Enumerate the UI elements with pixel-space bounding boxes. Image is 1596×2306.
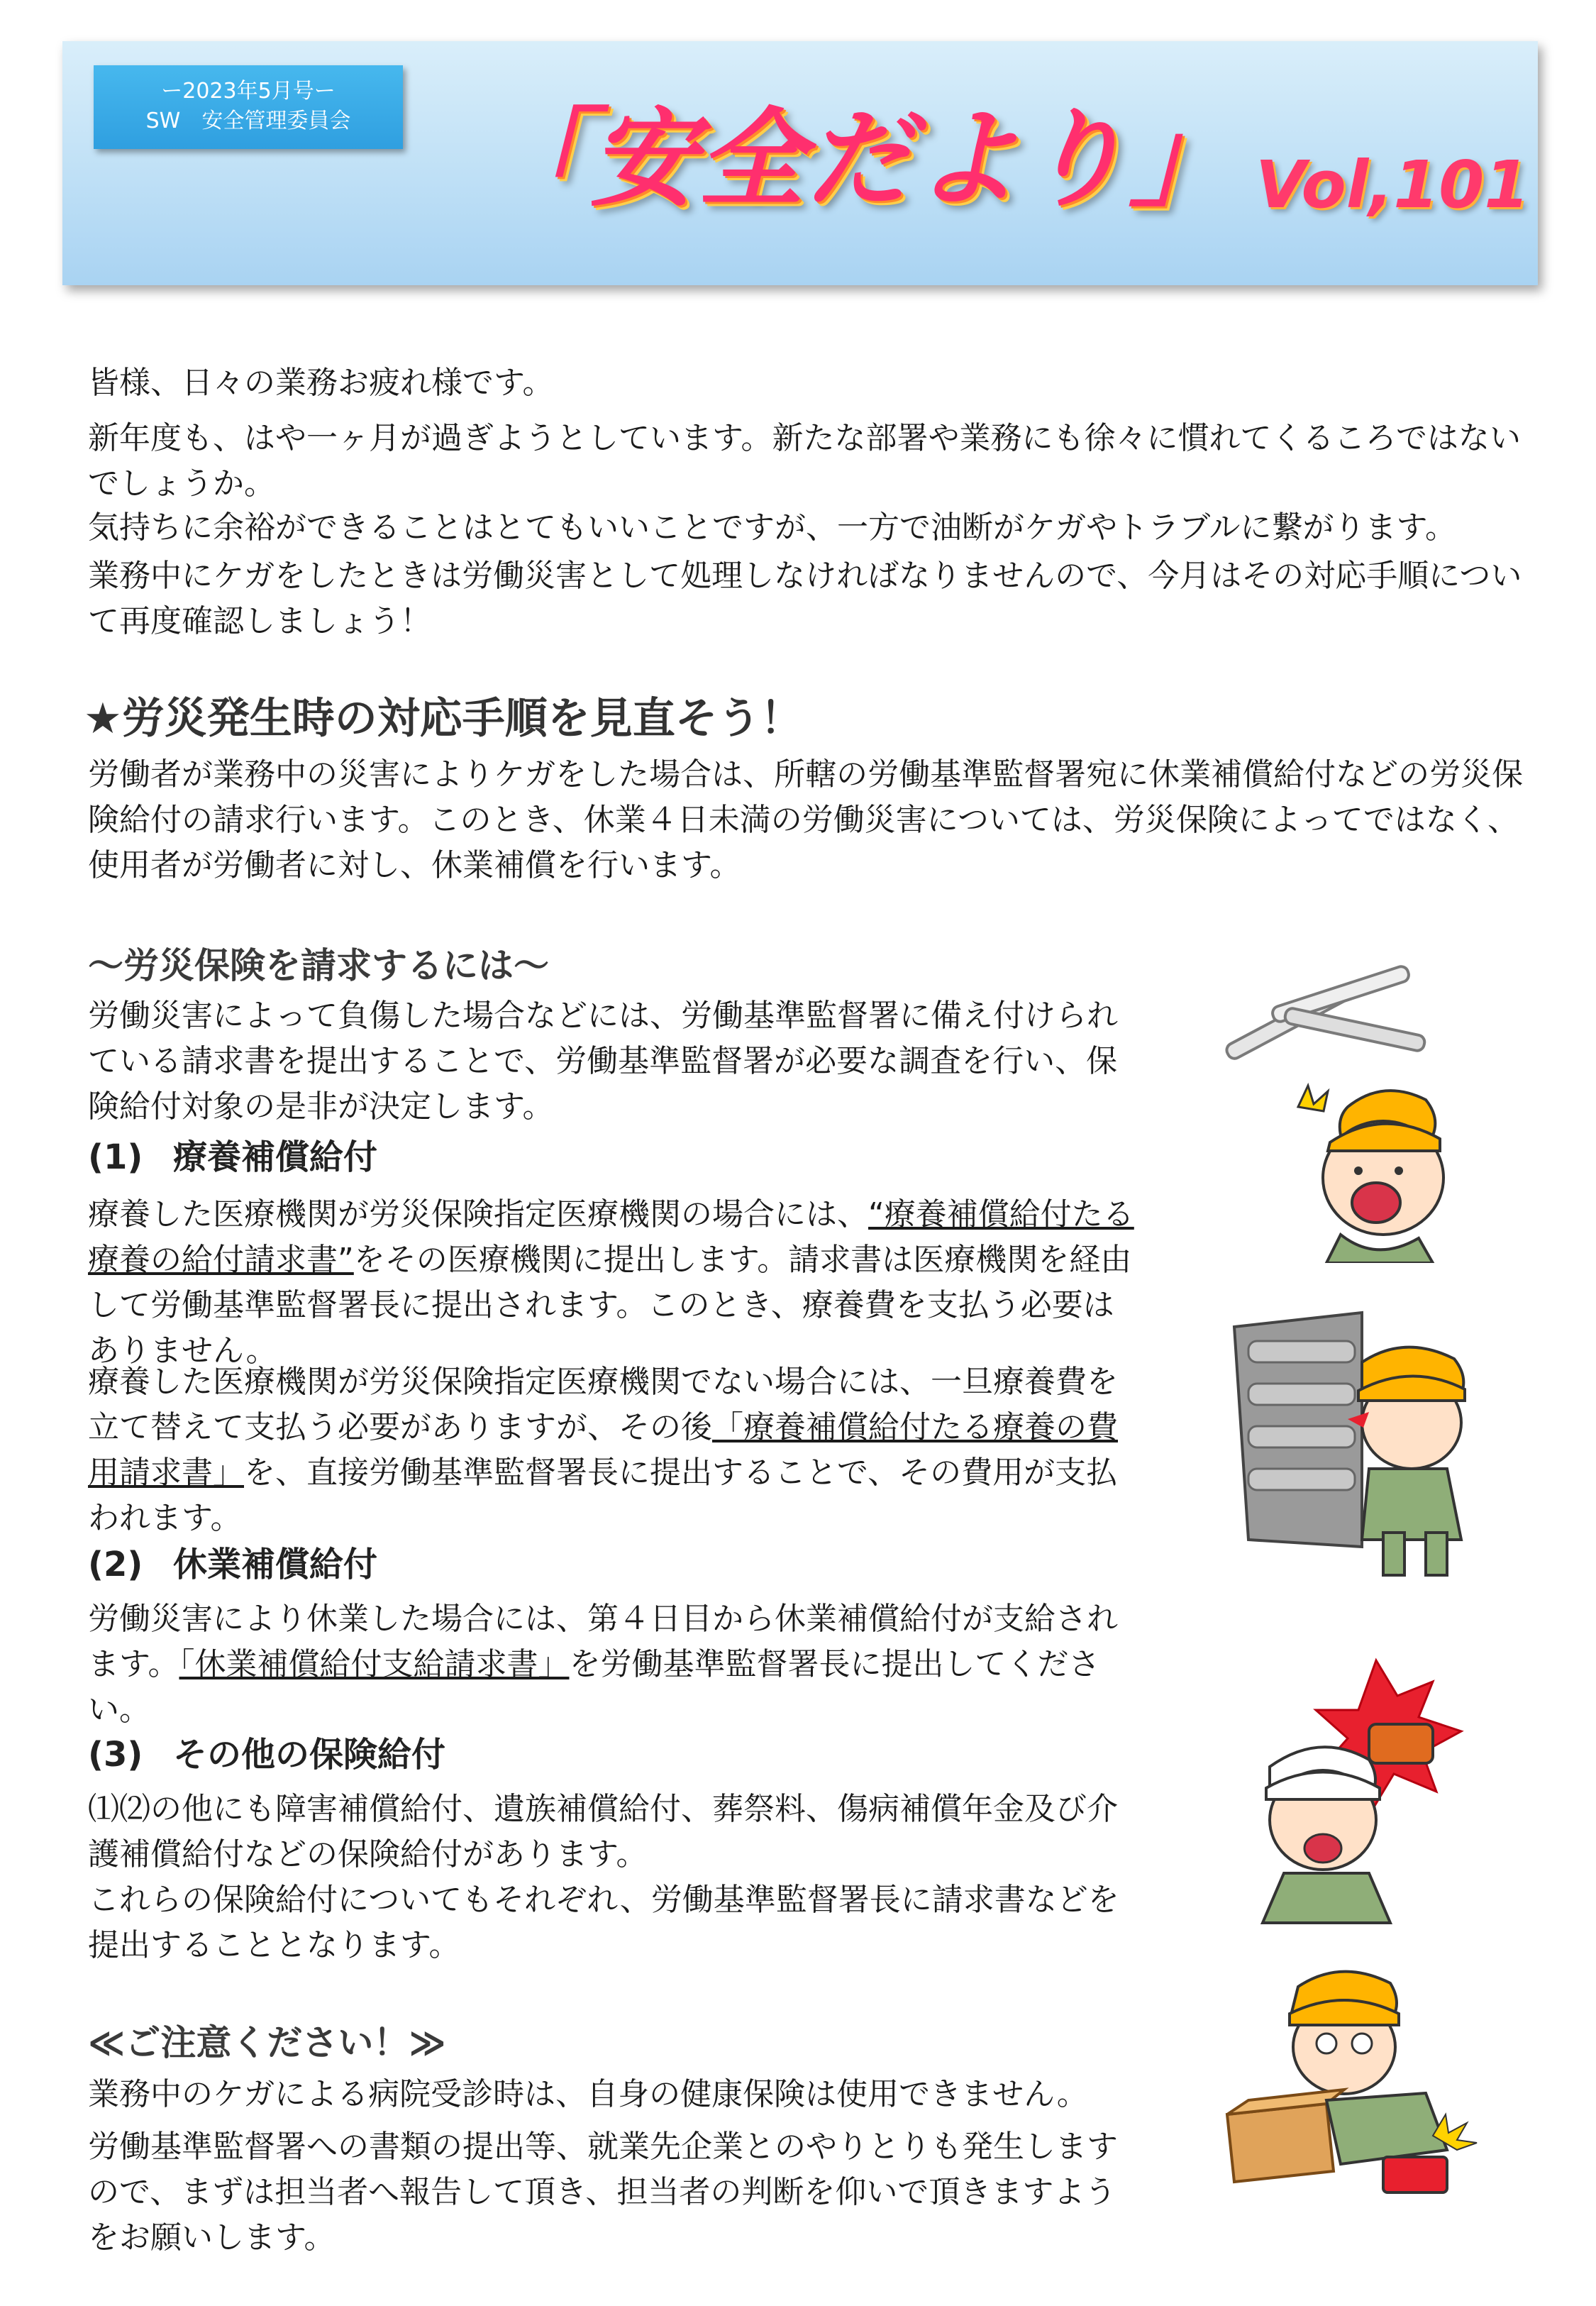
committee-name: SW 安全管理委員会 [145,109,351,133]
item2-title: 休業補償給付 [173,1545,378,1584]
intro-paragraph-4: 業務中にケガをしたときは労働災害として処理しなければなりませんので、今月はその対応手順について再度確認しましょう！ [88,558,1522,639]
item3-number: (3) [88,1735,143,1775]
illustration-falling-pipes-worker [1206,965,1475,1263]
item1-title: 療養補償給付 [173,1137,378,1177]
item1-paragraph-2: 療養した医療機関が労災保険指定医療機関でない場合には、一旦療養費を立て替えて支払う必要がありますが、その後「療養補償給付たる療養の費用請求書」を、直接労働基準監督署長に提出することで、その費用が支払われます。 [88,1364,1118,1536]
issue-label-box [94,65,403,149]
section-procedure-body: 労働者が業務中の災害によりケガをした場合は、所轄の労働基準監督署宛に休業補償給付などの労災保険給付の請求行います。このとき、休業４日未満の労働災害については、労災保険によってではなく、使用者が労働者に対し、休業補償を行います。 [88,756,1524,883]
volume-number: Vol,101 [1256,147,1530,223]
item3-title: その他の保険給付 [173,1735,446,1775]
notice-paragraph-1: 業務中のケガによる病院受診時は、自身の健康保険は使用できません。 [88,2076,1088,2112]
item3-paragraph-2: これらの保険給付についてもそれぞれ、労働基準監督署長に請求書などを提出することとなります。 [88,1882,1119,1963]
issue-date: ー2023年5月号ー [161,79,336,104]
newsletter-title: 「安全だより」 [482,98,1238,221]
illustration-hook-strike-worker [1227,1646,1490,1937]
claim-intro-body: 労働災害によって負傷した場合などには、労働基準監督署に備え付けられている請求書を提出することで、労働基準監督署が必要な調査を行い、保険給付対象の是非が決定します。 [88,998,1118,1125]
item1-number: (1) [88,1137,143,1177]
item2-paragraph: 労働災害により休業した場合には、第４日目から休業補償給付が支給されます。「休業補償給付支給請求書」を労働基準監督署長に提出してください。 [88,1601,1118,1728]
form-link-medical-benefit-request[interactable]: “療養補償給付たる療養の給付請求書” [88,1196,1134,1278]
notice-heading: ≪ご注意ください！≫ [88,2022,446,2063]
intro-greeting: 皆様、日々の業務お疲れ様です。 [88,365,554,401]
intro-paragraph-3: 気持ちに余裕ができることはとてもいいことですが、一方で油断がケガやトラブルに繋がります。 [88,509,1456,546]
section-heading-procedure: ★労災発生時の対応手順を見直そう！ [84,694,803,744]
item3-heading [88,1733,445,1777]
form-link-medical-expense-request[interactable]: 「療養補償給付たる療養の費用請求書」 [88,1409,1118,1491]
item1-heading [88,1135,377,1179]
illustration-collapsing-shelf-worker [1220,1306,1490,1582]
section-heading-claim: ～労災保険を請求するには～ [88,945,549,986]
item2-number: (2) [88,1545,143,1584]
item1-paragraph-1: 療養した医療機関が労災保険指定医療機関の場合には、“療養補償給付たる療養の給付請求書”をその医療機関に提出します。請求書は医療機関を経由して労働基準監督署長に提出されます。このとき、療養費を支払う必要はありません。 [88,1196,1134,1369]
item2-heading [88,1543,377,1587]
notice-paragraph-2: 労働基準監督署への書類の提出等、就業先企業とのやりとりも発生しますので、まずは担当者へ報告して頂き、担当者の判断を仰いで頂きますようをお願いします。 [88,2129,1118,2256]
intro-paragraph-2: 新年度も、はや一ヶ月が過ぎようとしています。新たな部署や業務にも徐々に慣れてくるころではないでしょうか。 [88,420,1522,502]
form-link-leave-benefit-request[interactable]: 「休業補償給付支給請求書」 [179,1646,570,1682]
illustration-tripping-box-worker [1220,1958,1490,2214]
item3-paragraph-1: ⑴⑵の他にも障害補償給付、遺族補償給付、葬祭料、傷病補償年金及び介護補償給付などの保険給付があります。 [88,1791,1118,1872]
